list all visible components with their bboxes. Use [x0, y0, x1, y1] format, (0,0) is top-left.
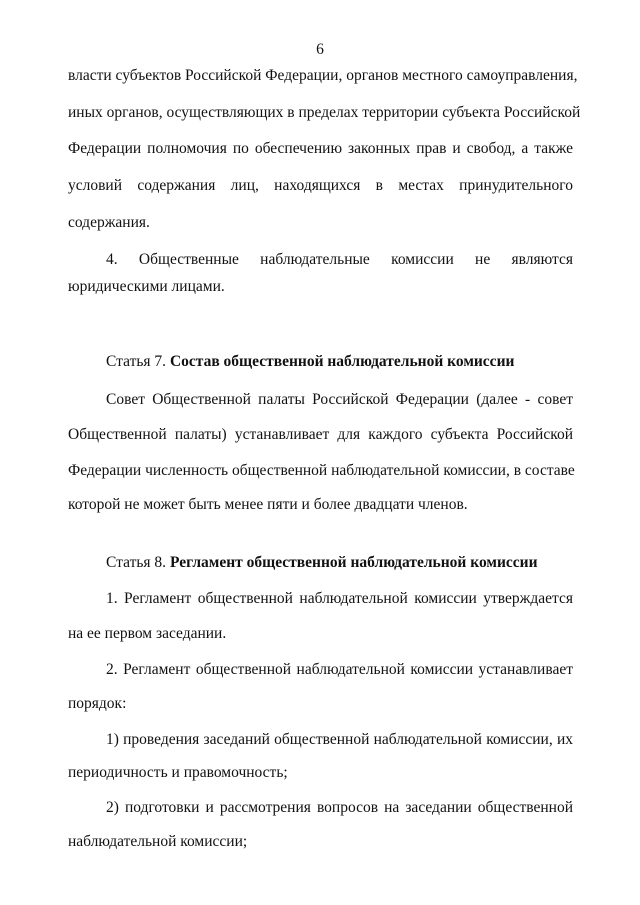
article-8-item-2-line-2: наблюдательной комиссии; — [68, 833, 248, 850]
paragraph-1-line-5: содержания. — [68, 214, 150, 231]
paragraph-1-line-1: власти субъектов Российской Федерации, органов местного самоуправления, — [68, 67, 578, 84]
page-number: 6 — [316, 41, 324, 58]
article-7-heading — [106, 352, 573, 372]
article-8-part-2-line-1: 2. Регламент общественной наблюдательной комиссии устанавливает — [106, 661, 573, 678]
article-8-part-1-line-2: на ее первом заседании. — [68, 625, 227, 642]
article-7-prefix: Статья 7. — [106, 353, 167, 370]
paragraph-1-line-3: Федерации полномочия по обеспечению законных прав и свобод, а также — [68, 140, 573, 157]
paragraph-4-line-1: 4. Общественные наблюдательные комиссии не являются — [106, 251, 573, 268]
article-8-item-1-line-2: периодичность и правомочность; — [68, 764, 288, 781]
article-8-item-2-line-1: 2) подготовки и рассмотрения вопросов на заседании общественной — [106, 799, 573, 816]
article-8-heading — [106, 553, 573, 573]
article-8-title: Регламент общественной наблюдательной комиссии — [169, 554, 538, 571]
article-7-line-4: которой не может быть менее пяти и более двадцати членов. — [68, 496, 468, 513]
article-8-part-1-line-1: 1. Регламент общественной наблюдательной комиссии утверждается — [106, 590, 573, 607]
paragraph-1-line-4: условий содержания лиц, находящихся в местах принудительного — [68, 177, 573, 194]
article-8-prefix: Статья 8. — [106, 554, 167, 571]
paragraph-4-line-2: юридическими лицами. — [68, 278, 225, 295]
article-7-line-2: Общественной палаты) устанавливает для каждого субъекта Российской — [68, 426, 573, 443]
article-7-title: Состав общественной наблюдательной комиссии — [169, 353, 515, 370]
article-8-part-2-line-2: порядок: — [68, 695, 127, 712]
paragraph-1-line-2: иных органов, осуществляющих в пределах территории субъекта Российской — [68, 104, 581, 121]
article-7-line-3: Федерации численность общественной наблюдательной комиссии, в составе — [68, 462, 575, 479]
article-7-line-1: Совет Общественной палаты Российской Федерации (далее - совет — [106, 391, 573, 408]
article-8-item-1-line-1: 1) проведения заседаний общественной наблюдательной комиссии, их — [106, 731, 573, 748]
